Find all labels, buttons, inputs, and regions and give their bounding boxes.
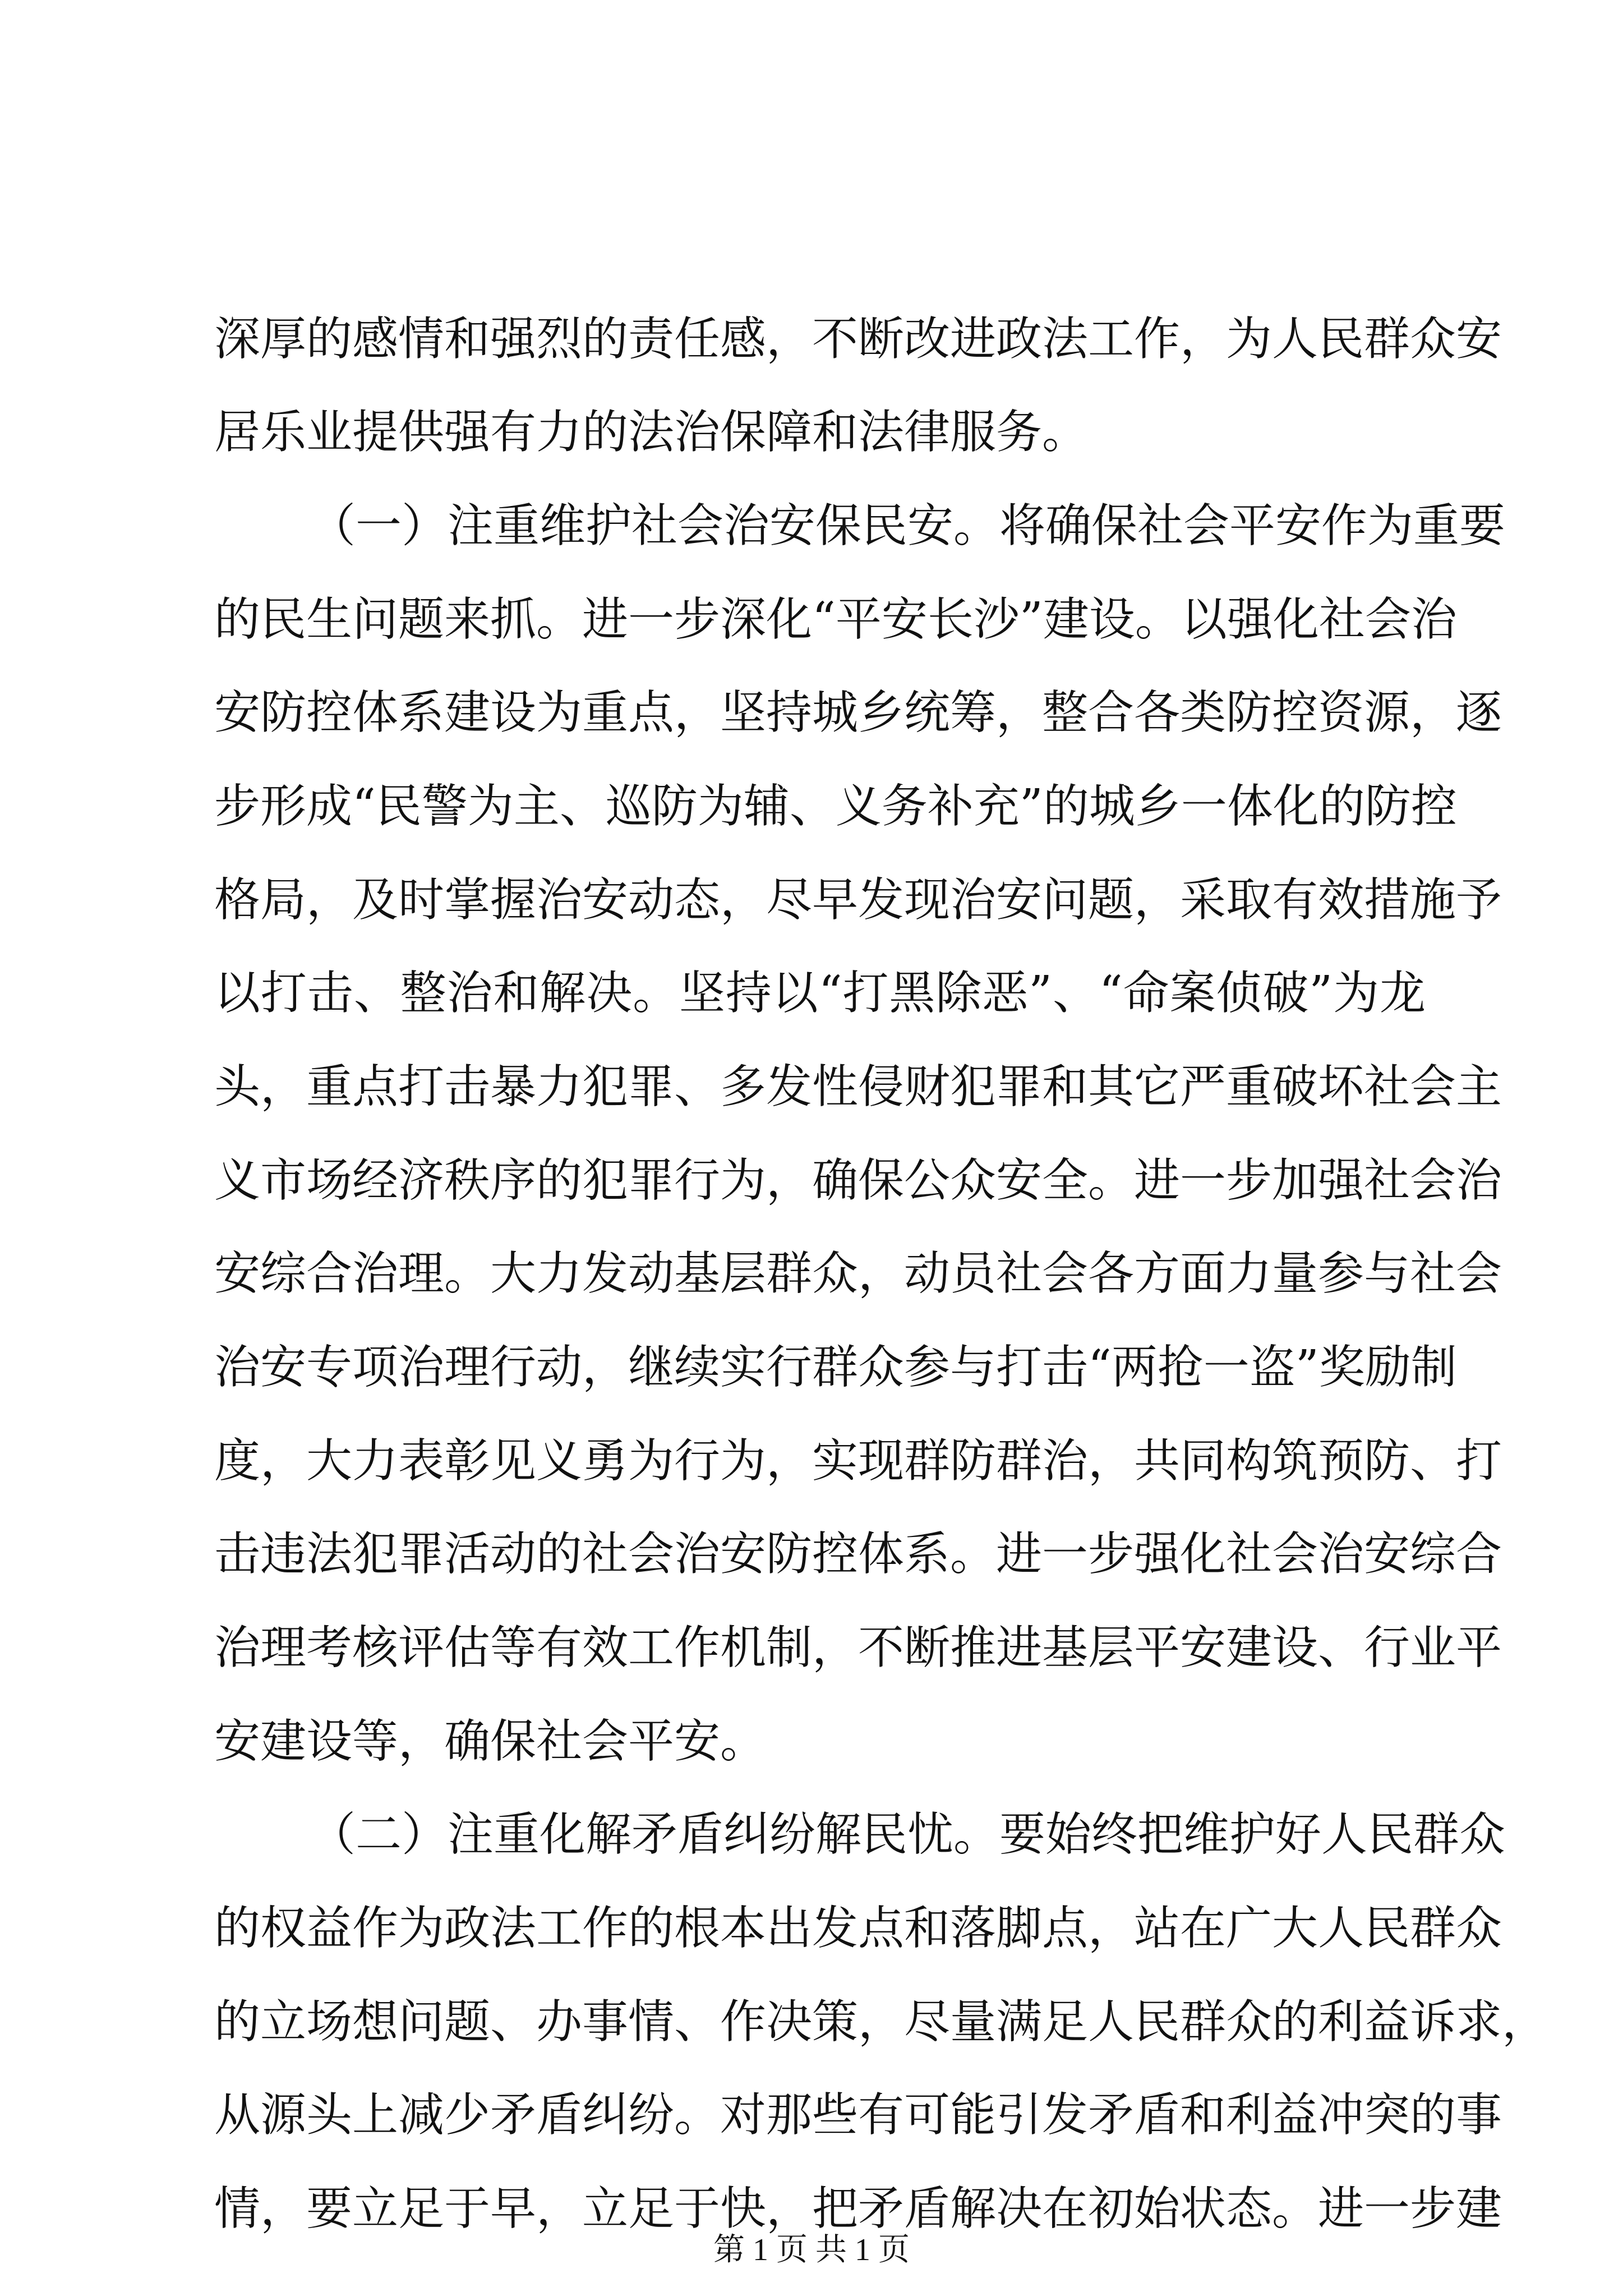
text-line: 从源头上减少矛盾纠纷。对那些有可能引发矛盾和利益冲突的事 — [214, 2088, 1502, 2142]
text-line: 安防控体系建设为重点，坚持城乡统筹，整合各类防控资源，逐 — [214, 686, 1502, 739]
paragraph-start-line: （二）注重化解矛盾纠纷解民忧。要始终把维护好人民群众 — [310, 1808, 1506, 1861]
text-line: 击违法犯罪活动的社会治安防控体系。进一步强化社会治安综合 — [214, 1527, 1502, 1581]
text-line: 头，重点打击暴力犯罪、多发性侵财犯罪和其它严重破坏社会主 — [214, 1060, 1502, 1114]
text-line: 情，要立足于早，立足于快，把矛盾解决在初始状态。进一步建 — [214, 2182, 1502, 2235]
text-line: 居乐业提供强有力的法治保障和法律服务。 — [214, 406, 1089, 459]
text-line: 的权益作为政法工作的根本出发点和落脚点，站在广大人民群众 — [214, 1902, 1502, 1955]
page-number-footer: 第 1 页 共 1 页 — [713, 2233, 910, 2267]
text-line: 的立场想问题、办事情、作决策，尽量满足人民群众的利益诉求， — [214, 1995, 1548, 2049]
text-line: 治理考核评估等有效工作机制，不断推进基层平安建设、行业平 — [214, 1621, 1502, 1674]
text-line: 义市场经济秩序的犯罪行为，确保公众安全。进一步加强社会治 — [214, 1154, 1502, 1207]
text-line: 安综合治理。大力发动基层群众，动员社会各方面力量参与社会 — [214, 1247, 1502, 1300]
paragraph-start-line: （一）注重维护社会治安保民安。将确保社会平安作为重要 — [310, 499, 1506, 553]
text-line: 治安专项治理行动，继续实行群众参与打击“两抢一盗”奖励制 — [214, 1341, 1457, 1394]
text-line: 格局，及时掌握治安动态，尽早发现治安问题，采取有效措施予 — [214, 873, 1502, 927]
text-line: 步形成“民警为主、巡防为辅、义务补充”的城乡一体化的防控 — [214, 780, 1457, 833]
text-line: 安建设等，确保社会平安。 — [214, 1715, 767, 1768]
text-line: 的民生问题来抓。进一步深化“平安长沙”建设。以强化社会治 — [214, 593, 1457, 646]
text-line: 深厚的感情和强烈的责任感，不断改进政法工作，为人民群众安 — [214, 312, 1502, 366]
text-line: 以打击、整治和解决。坚持以“打黑除恶”、“命案侦破”为龙 — [214, 967, 1426, 1020]
text-line: 度，大力表彰见义勇为行为，实现群防群治，共同构筑预防、打 — [214, 1434, 1502, 1488]
